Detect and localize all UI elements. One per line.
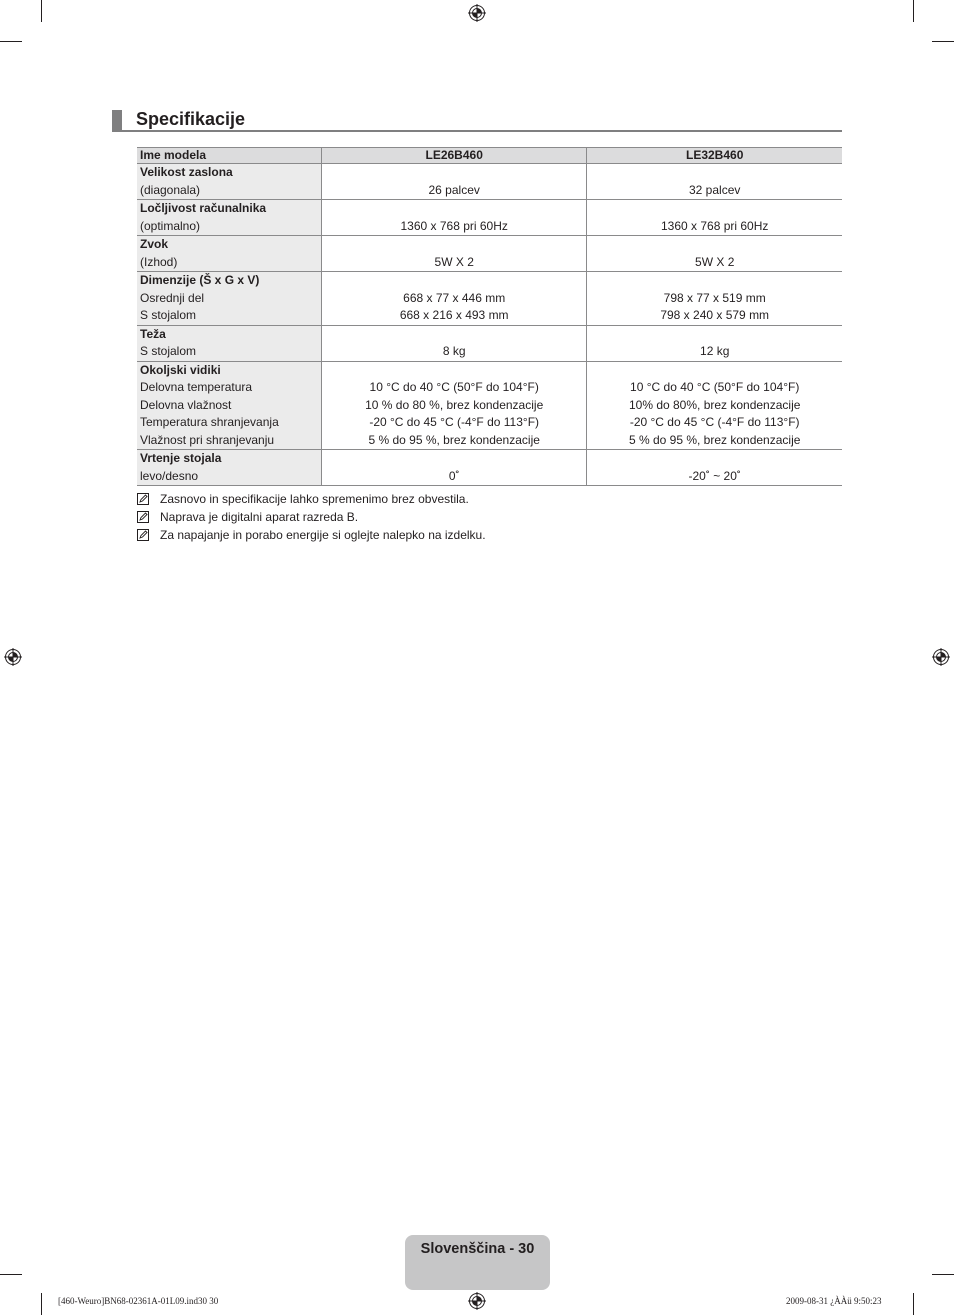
spec-sublabel: Temperatura shranjevanja	[140, 415, 279, 429]
spec-sublabel: Delovna vlažnost	[140, 397, 232, 412]
spec-value-cell-model-2	[587, 450, 842, 486]
spec-sublabel: (diagonala)	[140, 182, 201, 197]
spacer	[590, 362, 839, 380]
page-title: Specifikacije	[136, 109, 246, 129]
spacer	[325, 200, 583, 218]
spacer	[325, 450, 583, 468]
spec-category: Vrtenje stojala	[140, 451, 222, 465]
spacer	[325, 362, 583, 380]
spec-value-cell-model-1	[322, 361, 587, 450]
spec-value: 1360 x 768 pri 60Hz	[400, 218, 508, 233]
page-number-label: Slovenščina - 30	[420, 1241, 535, 1257]
spec-value: 8 kg	[442, 344, 466, 358]
spec-category: Velikost zaslona	[140, 165, 233, 179]
spacer	[590, 164, 839, 182]
print-slug-left: [460-Weuro]BN68-02361A-01L09.ind30 30	[58, 1296, 219, 1306]
spec-value: 5W X 2	[695, 254, 735, 269]
spec-label-cell	[137, 236, 322, 272]
spec-value-cell-model-1	[322, 164, 587, 200]
spacer	[590, 272, 839, 290]
spec-value: -20 °C do 45 °C (-4°F do 113°F)	[629, 415, 800, 429]
spec-value: 26 palcev	[428, 182, 480, 197]
table-row	[137, 450, 842, 486]
crop-mark	[932, 1274, 954, 1275]
spec-value-cell-model-1	[322, 450, 587, 486]
crop-mark	[0, 1274, 22, 1275]
note-pencil-icon	[137, 529, 149, 541]
registration-mark-icon	[932, 648, 950, 666]
spec-sublabel: Delovna temperatura	[140, 380, 253, 394]
note-text: Zasnovo in specifikacije lahko spremenimo brez obvestila.	[160, 492, 469, 506]
spec-value-cell-model-2	[587, 325, 842, 361]
spec-value: 5W X 2	[434, 254, 474, 269]
spec-value: 10% do 80%, brez kondenzacije	[628, 397, 801, 412]
registration-mark-icon	[468, 4, 486, 22]
section-heading	[112, 108, 842, 132]
registration-mark-icon	[468, 1292, 486, 1310]
spec-label-cell	[137, 325, 322, 361]
spec-value-cell-model-2	[587, 164, 842, 200]
column-header-model-name: Ime modela	[137, 148, 322, 164]
spec-value: 5 % do 95 %, brez kondenzacije	[628, 432, 801, 447]
crop-mark	[41, 1293, 42, 1315]
spec-sublabel: (optimalno)	[140, 218, 201, 233]
spec-value: 0˚	[448, 468, 460, 483]
table-row	[137, 200, 842, 236]
spacer	[590, 450, 839, 468]
spacer	[590, 236, 839, 254]
spec-value: -20˚ ~ 20˚	[688, 468, 741, 483]
spec-value: 10 °C do 40 °C (50°F do 104°F)	[369, 380, 539, 394]
table-row	[137, 325, 842, 361]
page-number-tab	[405, 1235, 550, 1290]
table-row	[137, 236, 842, 272]
spec-category: Teža	[140, 326, 166, 341]
spec-value: 668 x 216 x 493 mm	[399, 308, 509, 322]
table-row	[137, 164, 842, 200]
crop-mark	[0, 41, 22, 42]
spec-value-cell-model-2	[587, 361, 842, 450]
spec-category: Dimenzije (Š x G x V)	[140, 273, 260, 287]
spec-value-cell-model-1	[322, 325, 587, 361]
spec-value: 798 x 240 x 579 mm	[660, 308, 770, 322]
spec-value: 32 palcev	[689, 182, 741, 197]
spec-value: 1360 x 768 pri 60Hz	[660, 218, 769, 233]
note-text: Naprava je digitalni aparat razreda B.	[160, 510, 359, 524]
spacer	[590, 326, 839, 344]
spec-sublabel: Vlažnost pri shranjevanju	[140, 432, 275, 447]
spec-value: 5 % do 95 %, brez kondenzacije	[368, 432, 540, 447]
spacer	[325, 236, 583, 254]
spec-label-cell	[137, 450, 322, 486]
spec-category: Ločljivost računalnika	[140, 201, 267, 215]
note-text: Za napajanje in porabo energije si oglejte nalepko na izdelku.	[160, 528, 486, 542]
spec-sublabel: levo/desno	[140, 468, 199, 483]
registration-mark-icon	[4, 648, 22, 666]
spec-label-cell	[137, 200, 322, 236]
spacer	[325, 272, 583, 290]
crop-mark	[41, 0, 42, 22]
spec-value: 10 % do 80 %, brez kondenzacije	[365, 397, 544, 412]
spacer	[325, 164, 583, 182]
spec-sublabel: S stojalom	[140, 308, 197, 322]
crop-mark	[913, 1293, 914, 1315]
spacer	[590, 200, 839, 218]
crop-mark	[913, 0, 914, 22]
note-pencil-icon	[137, 493, 149, 505]
heading-rule	[112, 130, 842, 132]
spacer	[325, 326, 583, 344]
spec-value: 12 kg	[700, 344, 730, 358]
specifications-table	[137, 147, 842, 486]
spec-value-cell-model-2	[587, 236, 842, 272]
spec-value-cell-model-1	[322, 236, 587, 272]
spec-category: Okoljski vidiki	[140, 362, 221, 377]
spec-category: Zvok	[140, 237, 169, 251]
spec-value: 798 x 77 x 519 mm	[663, 290, 766, 305]
spec-label-cell	[137, 361, 322, 450]
spec-label-cell	[137, 272, 322, 326]
table-row	[137, 361, 842, 450]
table-row	[137, 272, 842, 326]
crop-mark	[932, 41, 954, 42]
column-header-model-2: LE32B460	[587, 148, 842, 164]
note-pencil-icon	[137, 511, 149, 523]
spec-value-cell-model-1	[322, 200, 587, 236]
spec-sublabel: (Izhod)	[140, 254, 178, 269]
spec-sublabel: Osrednji del	[140, 290, 205, 305]
spec-label-cell	[137, 164, 322, 200]
spec-value-cell-model-2	[587, 200, 842, 236]
print-slug-right: 2009-08-31 ¿ÀÀü 9:50:23	[786, 1296, 882, 1306]
heading-accent-bar	[112, 110, 122, 130]
column-header-model-1: LE26B460	[322, 148, 587, 164]
spec-value: -20 °C do 45 °C (-4°F do 113°F)	[369, 415, 540, 429]
spec-sublabel: S stojalom	[140, 344, 197, 358]
spec-value-cell-model-2	[587, 272, 842, 326]
spec-value: 10 °C do 40 °C (50°F do 104°F)	[630, 380, 800, 394]
table-header-row	[137, 148, 842, 164]
spec-value-cell-model-1	[322, 272, 587, 326]
spec-value: 668 x 77 x 446 mm	[403, 290, 506, 305]
